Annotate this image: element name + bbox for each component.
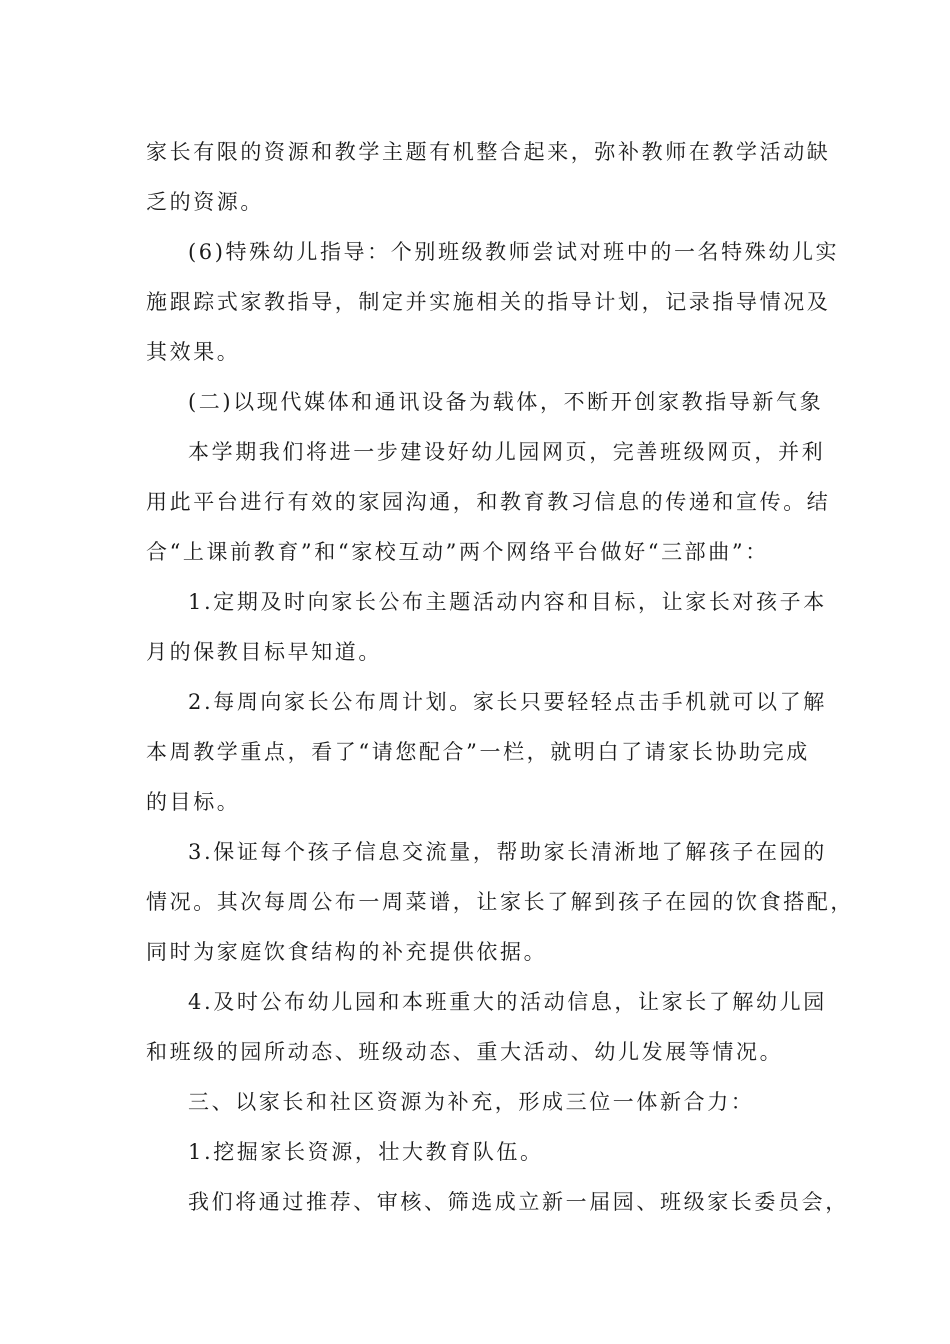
section-heading: (二)以现代媒体和通讯设备为载体，不断开创家教指导新气象 (188, 390, 824, 414)
text-line: 月的保教目标早知道。 (146, 640, 382, 664)
list-item-first-line: 1.定期及时向家长公布主题活动内容和目标，让家长对孩子本 (188, 590, 827, 614)
list-item-first-line: 3.保证每个孩子信息交流量，帮助家长清淅地了解孩子在园的 (188, 840, 827, 864)
text-line: 情况。其次每周公布一周菜谱，让家长了解到孩子在园的饮食搭配， (146, 890, 854, 914)
text-line: 施跟踪式家教指导，制定并实施相关的指导计划，记录指导情况及 (146, 290, 831, 314)
list-item-first-line: 4.及时公布幼儿园和本班重大的活动信息，让家长了解幼儿园 (188, 990, 827, 1014)
list-item-first-line: 1.挖掘家长资源，壮大教育队伍。 (188, 1140, 544, 1164)
text-line: 乏的资源。 (146, 190, 264, 214)
text-line: 同时为家庭饮食结构的补充提供依据。 (146, 940, 548, 964)
text-line: 合“上课前教育”和“家校互动”两个网络平台做好“三部曲”： (146, 540, 769, 564)
list-item-first-line: 2.每周向家长公布周计划。家长只要轻轻点击手机就可以了解 (188, 690, 827, 714)
text-line: 的目标。 (146, 790, 241, 814)
paragraph-first-line: 本学期我们将进一步建设好幼儿园网页，完善班级网页，并利 (188, 440, 826, 464)
text-line: 和班级的园所动态、班级动态、重大活动、幼儿发展等情况。 (146, 1040, 784, 1064)
text-line: 家长有限的资源和教学主题有机整合起来，弥补教师在教学活动缺 (146, 140, 831, 164)
paragraph-first-line: 我们将通过推荐、审核、筛选成立新一届园、班级家长委员会， (188, 1190, 849, 1214)
section-heading: 三、以家长和社区资源为补充，形成三位一体新合力： (188, 1090, 755, 1114)
text-line: 本周教学重点，看了“请您配合”一栏，就明白了请家长协助完成 (146, 740, 810, 764)
paragraph-first-line: (6)特殊幼儿指导：个别班级教师尝试对班中的一名特殊幼儿实 (188, 240, 840, 264)
text-line: 用此平台进行有效的家园沟通，和教育教习信息的传递和宣传。结 (146, 490, 831, 514)
text-line: 其效果。 (146, 340, 241, 364)
